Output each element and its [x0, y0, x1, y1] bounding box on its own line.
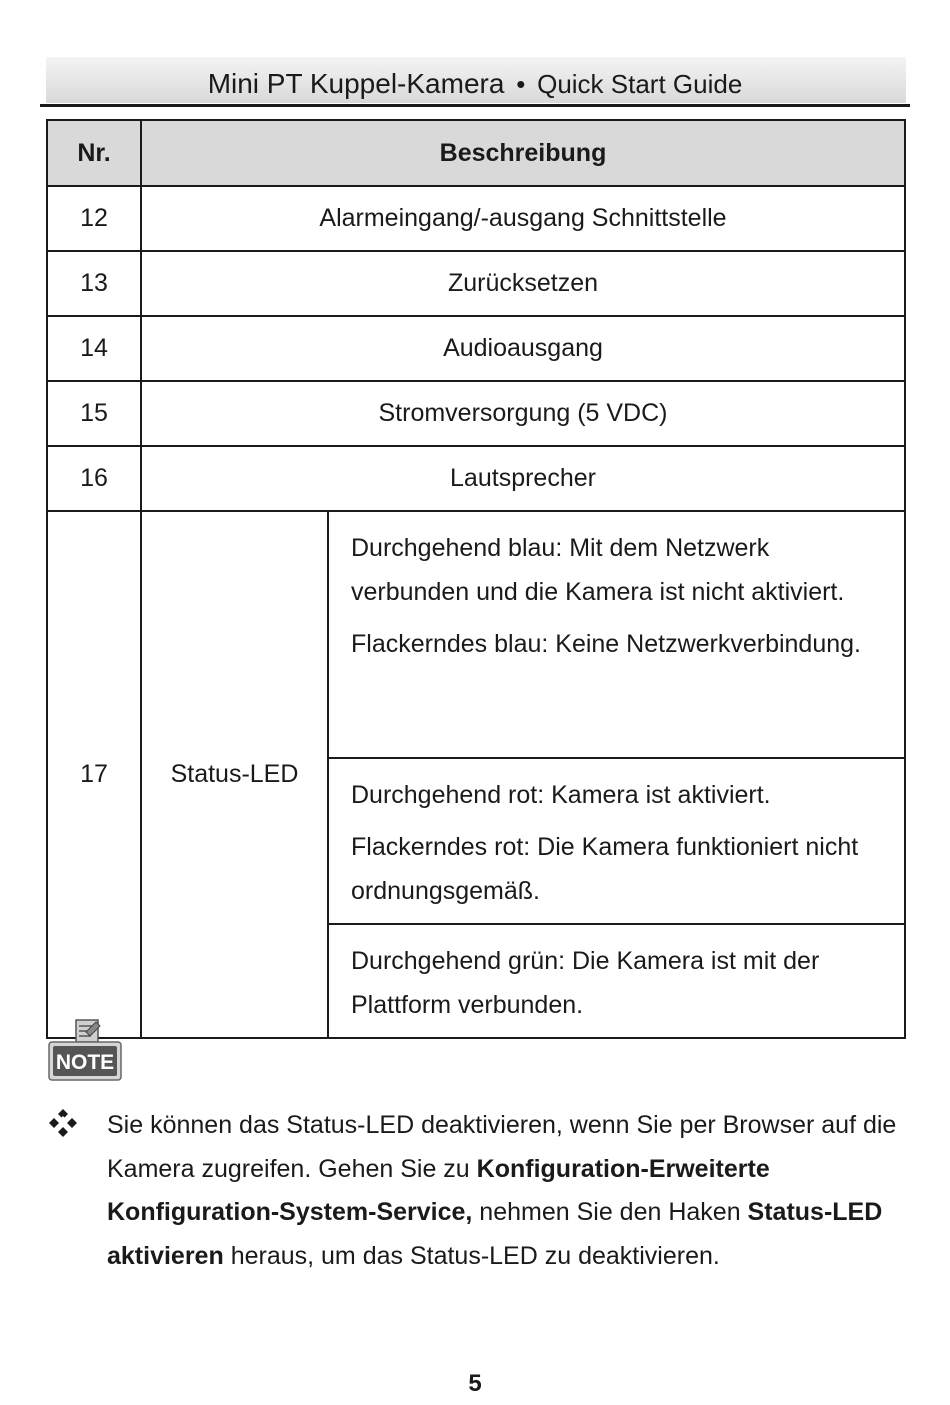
- config-path: Konfiguration-Erweiterte Konfiguration-System-Service,: [107, 1154, 770, 1226]
- row-description: Audioausgang: [141, 316, 905, 381]
- status-red-steady: Durchgehend rot: Kamera ist aktiviert.: [351, 781, 771, 809]
- row-description: Lautsprecher: [141, 446, 905, 511]
- header-title: Mini PT Kuppel-Kamera: [207, 68, 505, 99]
- status-led-label: Status-LED: [141, 511, 328, 1038]
- row-number: 15: [47, 381, 141, 446]
- status-blue-description: [328, 511, 905, 758]
- note-icon-label: NOTE: [55, 1051, 115, 1074]
- status-blue-flashing: Flackerndes blau: Keine Netzwerkverbindung.: [351, 630, 861, 658]
- table-row: [47, 316, 905, 381]
- table-row: [47, 186, 905, 251]
- row-number: 17: [47, 511, 141, 1038]
- note-text: [107, 1104, 897, 1278]
- column-header-description: Beschreibung: [141, 120, 905, 186]
- status-blue-steady: Durchgehend blau: Mit dem Netzwerk verbunden und die Kamera ist nicht aktiviert.: [351, 534, 845, 606]
- status-red-flashing: Flackerndes rot: Die Kamera funktioniert nicht ordnungsgemäß.: [351, 833, 859, 905]
- table-header-row: [47, 120, 905, 186]
- row-number: 16: [47, 446, 141, 511]
- row-description: Alarmeingang/-ausgang Schnittstelle: [141, 186, 905, 251]
- header-rule: [40, 104, 910, 107]
- status-led-row: [47, 511, 905, 758]
- status-green-description: [328, 924, 905, 1038]
- column-header-nr: Nr.: [47, 120, 141, 186]
- note-text-part3: heraus, um das Status-LED zu deaktivieren.: [223, 1241, 720, 1270]
- description-table: [46, 119, 906, 1039]
- diamond-bullet-icon: [48, 1108, 78, 1138]
- note-text-part1: Sie können das Status-LED deaktivieren, wenn Sie per Browser auf die Kamera zugreifen. Gehen Sie zu: [107, 1111, 897, 1183]
- setting-name: Status-LED aktivieren: [107, 1198, 883, 1270]
- note-icon: [46, 1018, 124, 1082]
- row-number: 12: [47, 186, 141, 251]
- note-text-part2: nehmen Sie den Haken: [472, 1198, 748, 1226]
- row-number: 13: [47, 251, 141, 316]
- header-subtitle: Quick Start Guide: [537, 69, 743, 99]
- row-description: Stromversorgung (5 VDC): [141, 381, 905, 446]
- table-row: [47, 251, 905, 316]
- page-header: [0, 68, 950, 100]
- row-description: Zurücksetzen: [141, 251, 905, 316]
- table-row: [47, 446, 905, 511]
- status-green-steady: Durchgehend grün: Die Kamera ist mit der Plattform verbunden.: [351, 947, 820, 1019]
- table-row: [47, 381, 905, 446]
- status-red-description: [328, 758, 905, 924]
- row-number: 14: [47, 316, 141, 381]
- page-number: 5: [468, 1370, 482, 1397]
- header-separator: •: [516, 69, 526, 99]
